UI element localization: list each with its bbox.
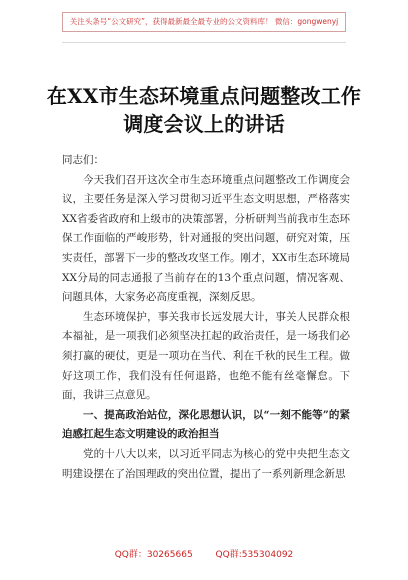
paragraph: 今天我们召开这次全市生态环境重点问题整改工作调度会议，主要任务是深入学习贯彻习近平生态文明思想，严格落实XX省委省政府和上级市的决策部署，分析研判当前我市生态环保工作面临的严峻形势，针对通报的突出问题，研究对策，压实责任，部署下一步的整改攻坚工作。刚才，XX市生态环境局XX分局的同志通报了当前存在的13个重点问题，情况客观、问题具体，大家务必高度重视，深刻反思。 (62, 173, 350, 304)
header-divider (62, 42, 346, 43)
qq-group-footer: QQ群：30265665 QQ群:535304092 (114, 550, 294, 560)
promo-banner: 关注头条号“公文研究”，获得最新最全最专业的公文资料库！ 微信：gongwenyj (62, 12, 346, 32)
document-body (62, 151, 350, 484)
document-title: 在XX市生态环境重点问题整改工作调度会议上的讲话 (46, 84, 362, 136)
salutation: 同志们： (62, 154, 104, 166)
paragraph: 党的十八大以来，以习近平同志为核心的党中央把生态文明建设摆在了治国理政的突出位置，提出了一系列新理念新思 (62, 447, 350, 480)
paragraph: 生态环境保护，事关我市长远发展大计，事关人民群众根本福祉，是一项我们必须坚决扛起的政治责任，是一场我们必须打赢的硬仗，更是一项功在当代、利在千秋的民生工程。做好这项工作，我们没有任何退路，也绝不能有丝毫懈怠。下面，我讲三点意见。 (62, 310, 350, 402)
section-heading: 一、提高政治站位，深化思想认识，以“一刻不能等”的紧迫感扛起生态文明建设的政治担当 (62, 408, 350, 441)
